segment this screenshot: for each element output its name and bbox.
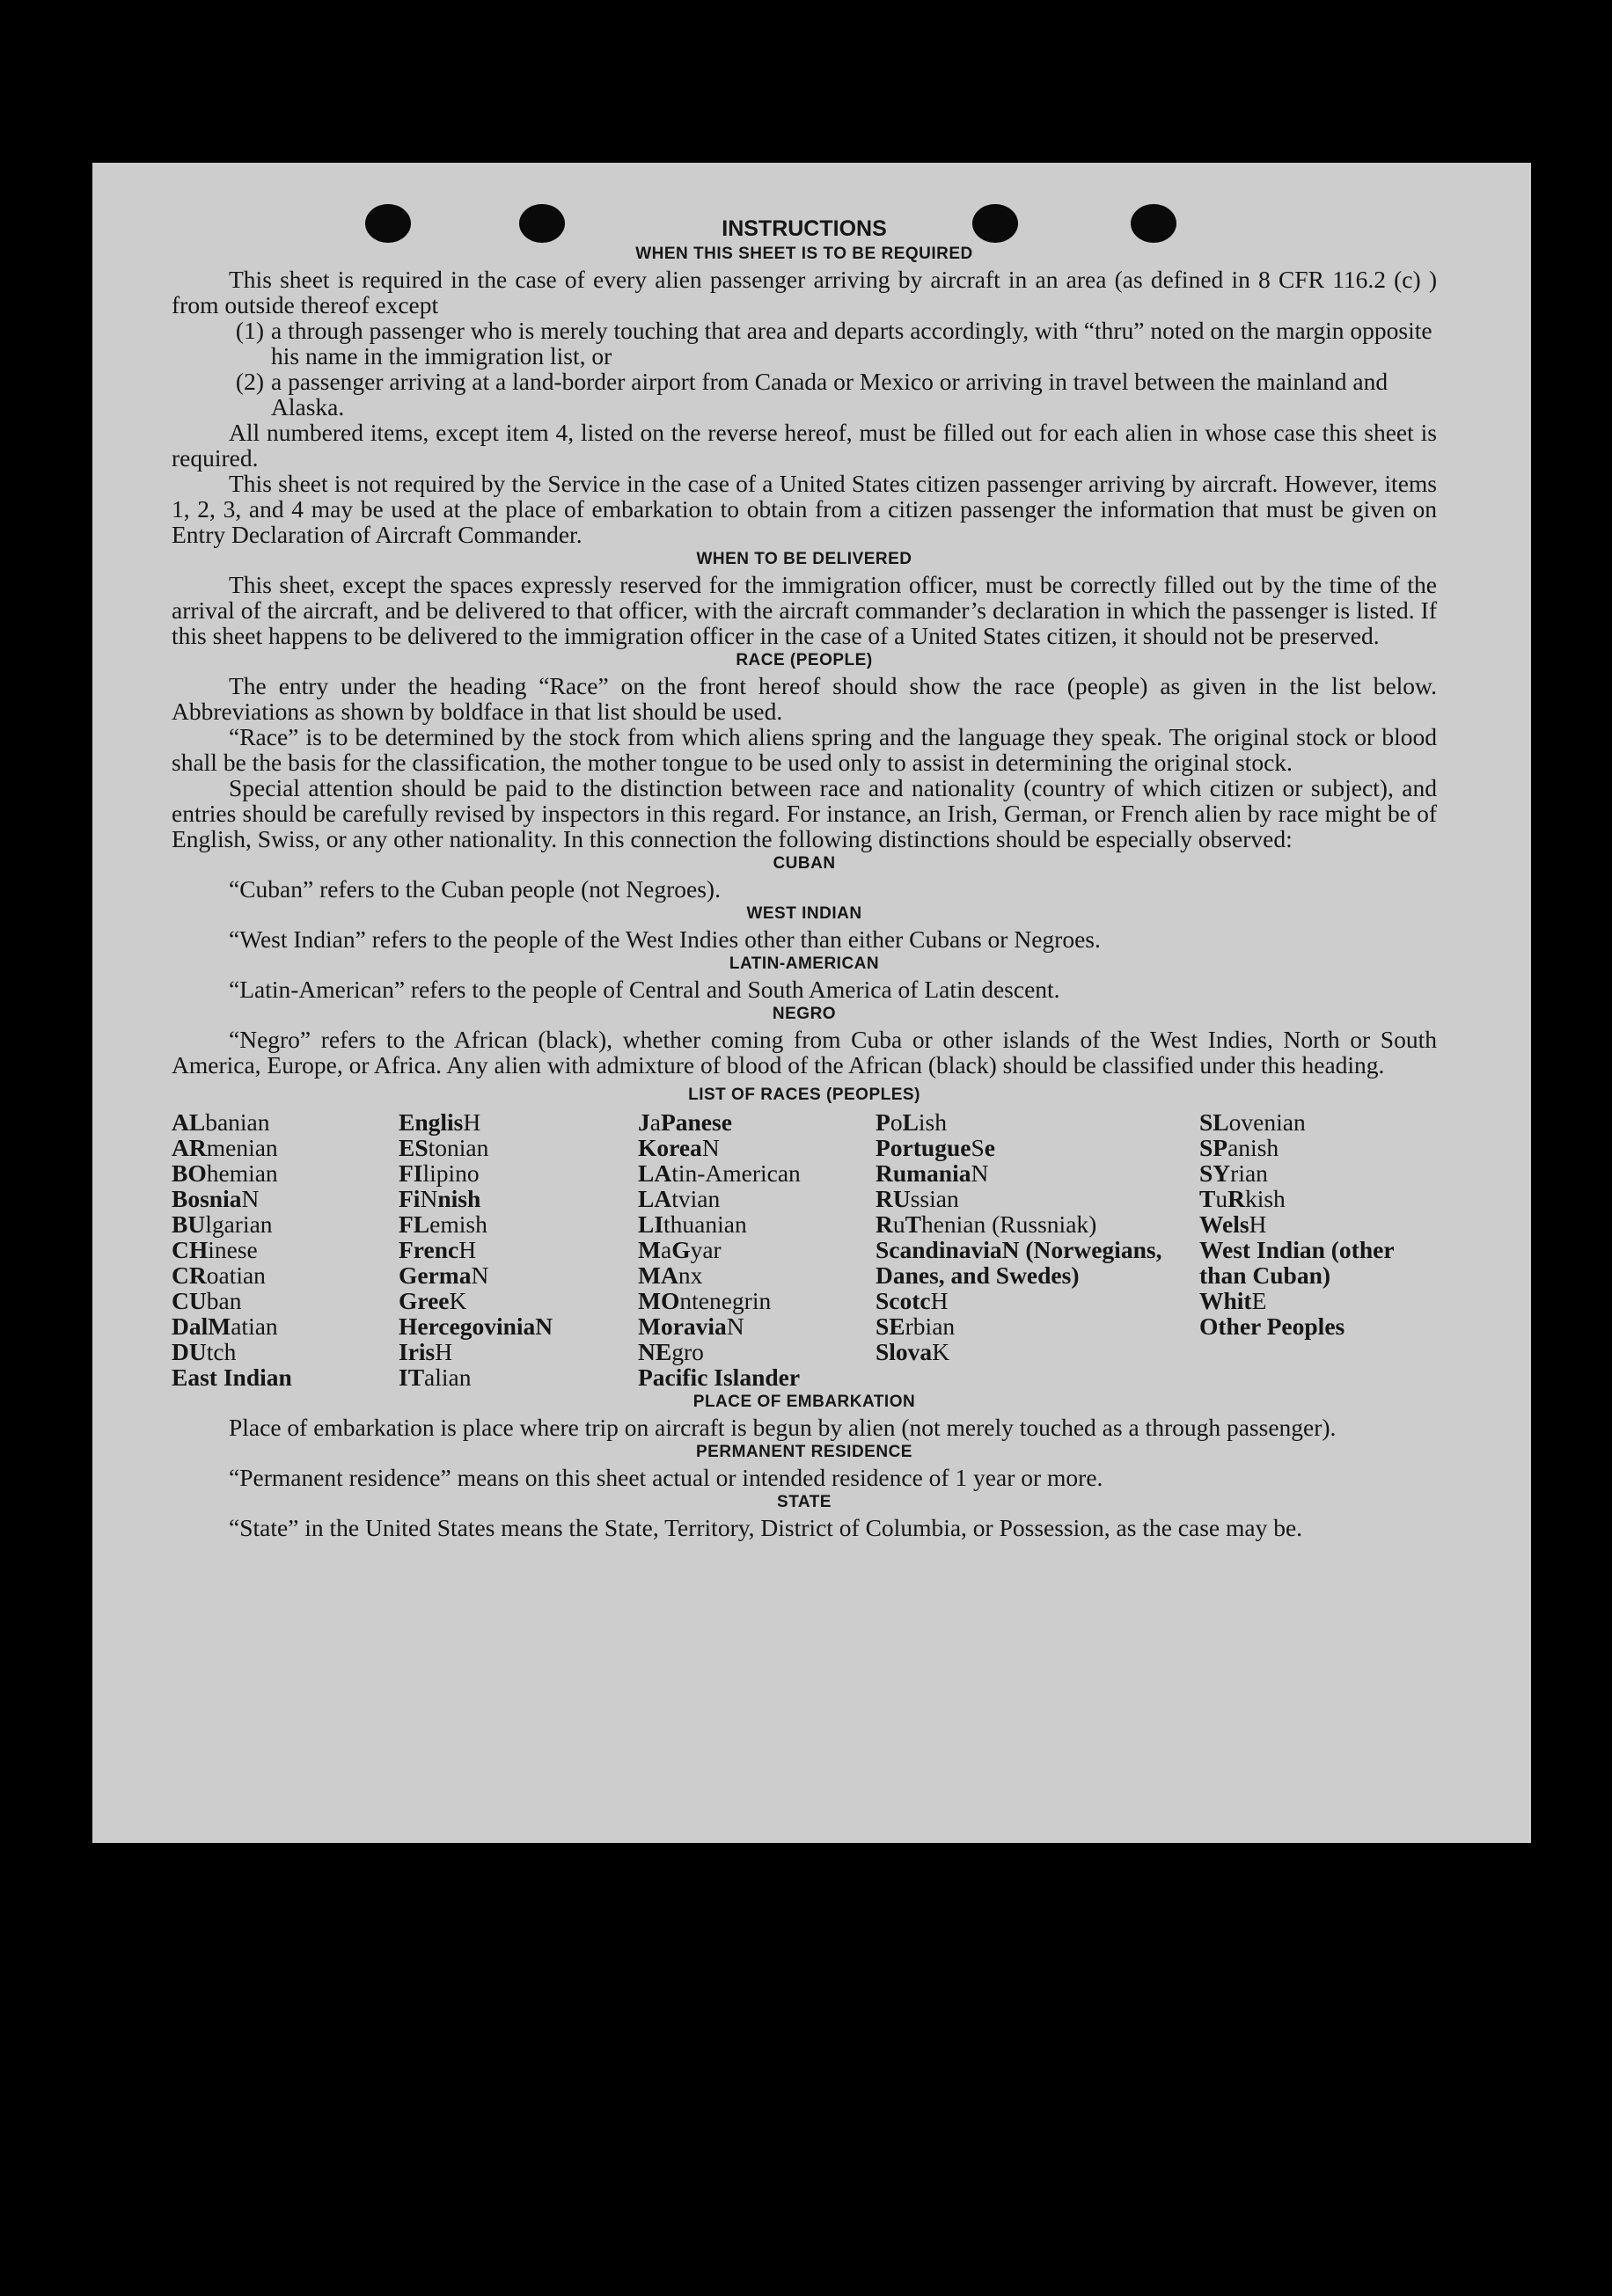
race-entry: ScandinaviaN (Norwegians, Danes, and Swedes) xyxy=(876,1236,1162,1289)
race-entry: IrisH xyxy=(399,1338,453,1365)
race-entry: BUlgarian xyxy=(172,1210,273,1238)
race-entry: WelsH xyxy=(1199,1210,1267,1238)
heading-race: RACE (PEOPLE) xyxy=(736,651,873,669)
race-entry: CRoatian xyxy=(172,1261,266,1289)
paragraph: Place of embarkation is place where trip on aircraft is begun by alien (not merely touched as a through passenger). xyxy=(229,1414,1337,1441)
heading-embarkation: PLACE OF EMBARKATION xyxy=(692,1393,916,1411)
paragraph: “Cuban” refers to the Cuban people (not Negroes). xyxy=(229,875,721,903)
race-entry: SErbian xyxy=(876,1313,956,1340)
race-entry: ScotcH xyxy=(876,1287,949,1314)
race-entry: MAnx xyxy=(638,1261,703,1289)
heading-latin-american: LATIN-AMERICAN xyxy=(729,954,880,973)
races-list xyxy=(172,1109,1437,1390)
race-entry: ALbanian xyxy=(172,1108,270,1136)
race-entry: Other Peoples xyxy=(1199,1313,1345,1340)
race-entry: East Indian xyxy=(172,1364,292,1391)
heading-when-required: WHEN THIS SHEET IS TO BE REQUIRED xyxy=(635,245,973,263)
race-entry: BosniaN xyxy=(172,1185,260,1212)
race-entry: BOhemian xyxy=(172,1159,278,1187)
races-column xyxy=(876,1109,1199,1390)
race-entry: LAtin-American xyxy=(638,1159,801,1187)
race-entry: ITalian xyxy=(399,1364,472,1391)
race-entry: FrencH xyxy=(399,1236,477,1263)
paragraph: This sheet is not required by the Service in the case of a United States citizen passenger arriving by aircraft. However, items 1, 2, 3, and 4 may be used at the place of embarkation to obtain from a citizen passenger the information that must be given on Entry Declaration of Aircraft Commander. xyxy=(172,470,1437,548)
heading-west-indian: WEST INDIAN xyxy=(746,904,862,923)
paragraph: All numbered items, except item 4, listed on the reverse hereof, must be filled out for each alien in whose case this sheet is required. xyxy=(172,419,1437,472)
race-entry: FiNnish xyxy=(399,1185,481,1212)
heading-when-delivered: WHEN TO BE DELIVERED xyxy=(696,550,912,568)
race-entry: FLemish xyxy=(399,1210,487,1238)
heading-list-of-races: LIST OF RACES (PEOPLES) xyxy=(688,1086,920,1104)
race-entry: GreeK xyxy=(399,1287,467,1314)
paragraph: “Negro” refers to the African (black), whether coming from Cuba or other islands of the West Indies, North or South America, Europe, or Africa. Any alien with admixture of blood of the African (black) should be classified under this heading. xyxy=(172,1026,1437,1079)
race-entry: FIlipino xyxy=(399,1159,480,1187)
race-entry: ARmenian xyxy=(172,1134,278,1161)
race-entry: KoreaN xyxy=(638,1134,720,1161)
race-entry: MoraviaN xyxy=(638,1313,744,1340)
race-entry: TuRkish xyxy=(1199,1185,1286,1212)
race-entry: CUban xyxy=(172,1287,242,1314)
paragraph: Special attention should be paid to the distinction between race and nationality (country of which citizen or subject), and entries should be carefully revised by inspectors in this regard. For instance, an Irish, German, or French alien by race might be of English, Swiss, or any other nationality. In this connection the following distinctions should be especially observed: xyxy=(172,774,1437,852)
race-entry: SYrian xyxy=(1199,1159,1268,1187)
race-entry: LAtvian xyxy=(638,1185,721,1212)
race-entry: DUtch xyxy=(172,1338,237,1365)
race-entry: SPanish xyxy=(1199,1134,1279,1161)
page-title: INSTRUCTIONS xyxy=(722,216,887,241)
heading-negro: NEGRO xyxy=(772,1005,837,1023)
list-item: (2) a passenger arriving at a land-border airport from Canada or Mexico or arriving in travel between the mainland and Alaska. xyxy=(235,368,1389,420)
race-entry: West Indian (other than Cuban) xyxy=(1199,1236,1395,1289)
race-entry: RuThenian (Russniak) xyxy=(876,1210,1097,1238)
race-entry: RUssian xyxy=(876,1185,959,1212)
race-entry: CHinese xyxy=(172,1236,258,1263)
paragraph: “State” in the United States means the State, Territory, District of Columbia, or Possession, as the case may be. xyxy=(229,1514,1303,1541)
race-entry: EnglisH xyxy=(399,1108,481,1136)
paragraph: “Permanent residence” means on this sheet actual or intended residence of 1 year or more. xyxy=(229,1464,1103,1491)
race-entry: MaGyar xyxy=(638,1236,722,1263)
race-entry: NEgro xyxy=(638,1338,704,1365)
race-entry: PoLish xyxy=(876,1108,947,1136)
race-entry: SLovenian xyxy=(1199,1108,1306,1136)
instructions-content xyxy=(172,216,1437,1540)
race-entry: LIthuanian xyxy=(638,1210,747,1238)
races-column xyxy=(638,1109,876,1390)
heading-cuban: CUBAN xyxy=(773,854,836,873)
heading-permanent-residence: PERMANENT RESIDENCE xyxy=(696,1443,912,1461)
paragraph: “Latin-American” refers to the people of Central and South America of Latin descent. xyxy=(229,976,1060,1003)
race-entry: Pacific Islander xyxy=(638,1364,801,1391)
list-item: (1) a through passenger who is merely touching that area and departs accordingly, with “thru” noted on the margin opposite his name in the immigration list, or xyxy=(235,317,1432,369)
paragraph: “Race” is to be determined by the stock from which aliens spring and the language they speak. The original stock or blood shall be the basis for the classification, the mother tongue to be used only to assist in determining the original stock. xyxy=(172,723,1437,776)
races-column xyxy=(399,1109,638,1390)
race-entry: RumaniaN xyxy=(876,1159,989,1187)
race-entry: SlovaK xyxy=(876,1338,950,1365)
race-entry: PortugueSe xyxy=(876,1134,995,1161)
paragraph: The entry under the heading “Race” on the front hereof should show the race (people) as given in the list below. Abbreviations as shown by boldface in that list should be used. xyxy=(172,672,1437,725)
race-entry: GermaN xyxy=(399,1261,489,1289)
heading-state: STATE xyxy=(777,1493,832,1511)
race-entry: JaPanese xyxy=(638,1108,732,1136)
race-entry: HercegoviniaN xyxy=(399,1313,553,1340)
race-entry: DalMatian xyxy=(172,1313,278,1340)
paragraph: This sheet, except the spaces expressly reserved for the immigration officer, must be correctly filled out by the time of the arrival of the aircraft, and be delivered to that officer, with the aircraft commander’s declaration in which the passenger is listed. If this sheet happens to be delivered to the immigration officer in the case of a United States citizen, it should not be preserved. xyxy=(172,571,1437,649)
race-entry: EStonian xyxy=(399,1134,489,1161)
race-entry: MOntenegrin xyxy=(638,1287,772,1314)
paragraph: “West Indian” refers to the people of the West Indies other than either Cubans or Negroes. xyxy=(229,925,1101,953)
race-entry: WhitE xyxy=(1199,1287,1267,1314)
paragraph: This sheet is required in the case of every alien passenger arriving by aircraft in an area (as defined in 8 CFR 116.2 (c) ) from outside thereof except xyxy=(172,266,1437,318)
races-column xyxy=(172,1109,399,1390)
races-column xyxy=(1199,1109,1437,1390)
